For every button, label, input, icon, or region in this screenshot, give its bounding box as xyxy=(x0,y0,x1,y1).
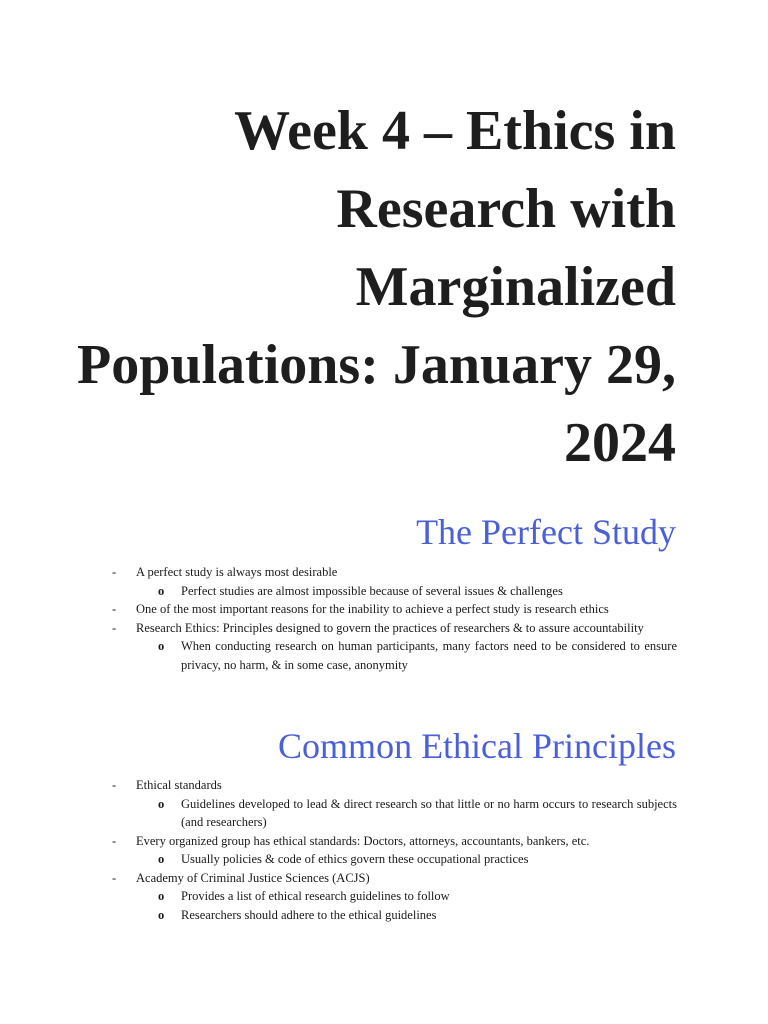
dash-marker: - xyxy=(112,565,117,579)
dash-marker: - xyxy=(112,620,117,635)
bullet-list-common-ethical-principles xyxy=(112,776,677,924)
sub-list-item xyxy=(112,795,677,832)
sub-list-item-text: When conducting research on human participants, many factors need to be considered to ensure privacy, no harm, & in some case, anonymity xyxy=(181,639,677,672)
bullet-marker: o xyxy=(158,796,165,811)
sub-list-item-text: Researchers should adhere to the ethical guidelines xyxy=(181,907,437,922)
list-item-text: One of the most important reasons for the inability to achieve a perfect study is research ethics xyxy=(136,602,609,616)
dash-marker: - xyxy=(112,602,117,616)
sub-list-item-text: Guidelines developed to lead & direct research so that little or no harm occurs to research subjects (and researchers) xyxy=(181,796,677,829)
sub-list-item-text: Perfect studies are almost impossible because of several issues & challenges xyxy=(181,583,563,598)
bullet-marker: o xyxy=(158,639,165,653)
list-item-text: Every organized group has ethical standards: Doctors, attorneys, accountants, bankers, etc. xyxy=(136,833,590,848)
dash-marker: - xyxy=(112,833,117,848)
list-item xyxy=(112,776,677,795)
bullet-marker: o xyxy=(158,852,165,866)
sub-list-item xyxy=(112,637,677,674)
list-item xyxy=(112,600,677,619)
section-heading-common-ethical-principles: Common Ethical Principles xyxy=(278,726,676,766)
sub-list-item xyxy=(112,850,677,869)
section-heading-perfect-study: The Perfect Study xyxy=(416,512,676,552)
sub-list-item xyxy=(112,887,677,906)
dash-marker: - xyxy=(112,870,117,885)
list-item-text: Research Ethics: Principles designed to govern the practices of researchers & to assure accountability xyxy=(136,620,644,635)
bullet-marker: o xyxy=(158,583,165,598)
bullet-list-perfect-study xyxy=(112,563,677,674)
list-item-text: Ethical standards xyxy=(136,778,222,792)
page-title: Week 4 – Ethics in Research with Marginalized Populations: January 29, 2024 xyxy=(77,100,676,474)
sub-list-item xyxy=(112,906,677,925)
list-item-text: Academy of Criminal Justice Sciences (ACJS) xyxy=(136,870,370,885)
bullet-marker: o xyxy=(158,889,165,903)
sub-list-item-text: Provides a list of ethical research guidelines to follow xyxy=(181,889,450,903)
sub-list-item xyxy=(112,582,677,601)
dash-marker: - xyxy=(112,778,117,792)
list-item xyxy=(112,832,677,851)
sub-list-item-text: Usually policies & code of ethics govern these occupational practices xyxy=(181,852,529,866)
list-item xyxy=(112,619,677,638)
list-item xyxy=(112,563,677,582)
bullet-marker: o xyxy=(158,907,165,922)
list-item-text: A perfect study is always most desirable xyxy=(136,565,338,579)
list-item xyxy=(112,869,677,888)
